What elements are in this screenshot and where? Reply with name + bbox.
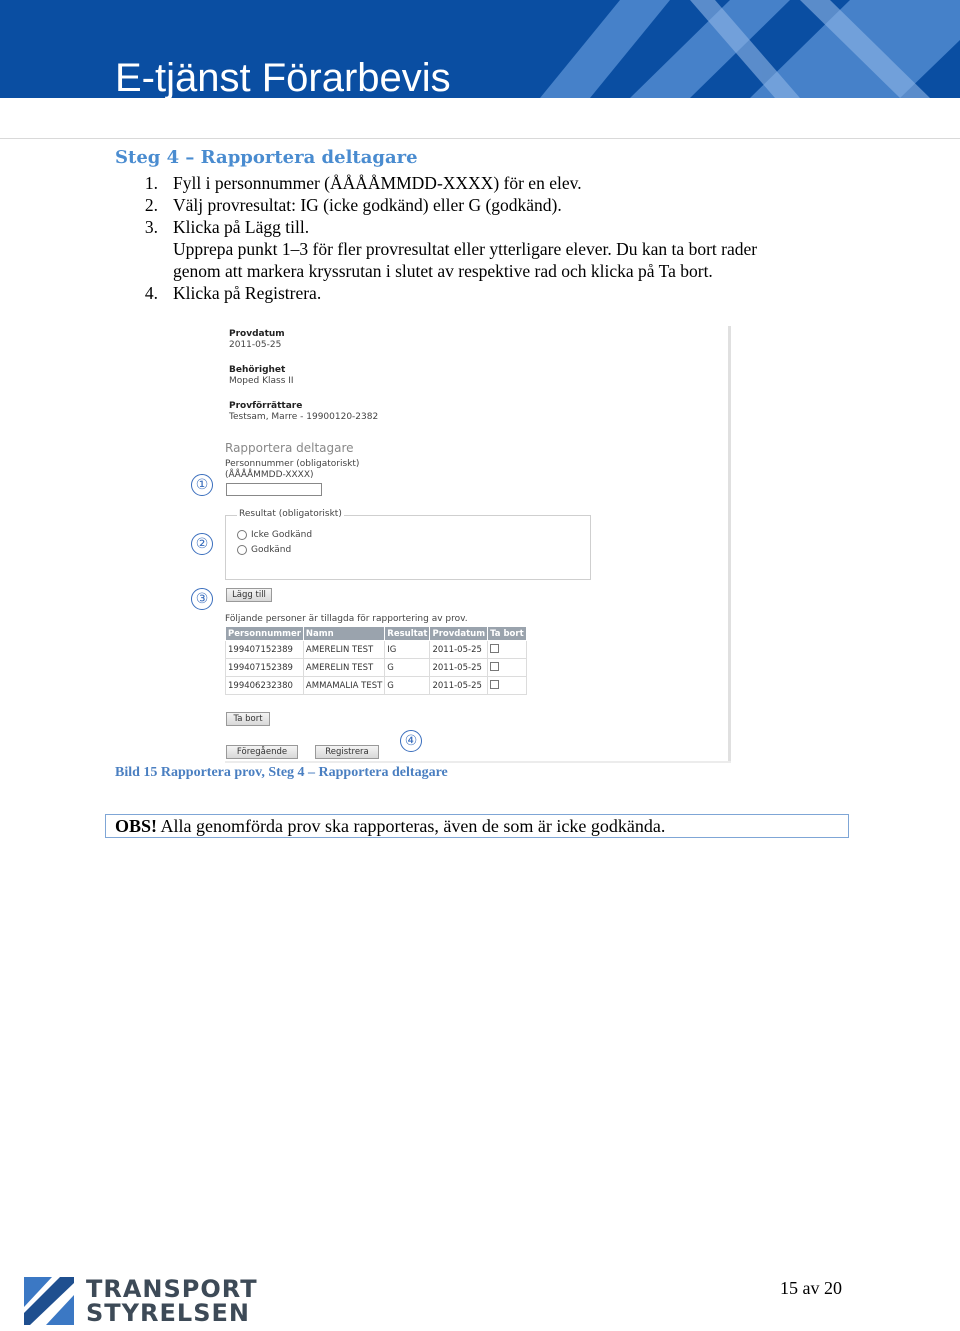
behorighet-value: Moped Klass II	[229, 376, 294, 386]
radio-icke-godkand[interactable]	[237, 530, 247, 540]
table-cell: AMMAMALIA TEST	[303, 677, 384, 695]
table-cell: AMERELIN TEST	[303, 641, 384, 659]
marker-2-icon: ②	[191, 533, 213, 555]
table-cell: 199407152389	[226, 659, 304, 677]
provdatum-value: 2011-05-25	[229, 340, 282, 350]
logo-line-1: TRANSPORT	[86, 1275, 258, 1303]
table-cell: AMERELIN TEST	[303, 659, 384, 677]
marker-1-icon: ①	[191, 474, 213, 496]
banner-decoration	[500, 0, 960, 98]
behorighet-label: Behörighet	[229, 365, 286, 375]
column-header: Personnummer	[226, 627, 304, 641]
table-row	[226, 659, 527, 677]
logo-text	[86, 1277, 258, 1325]
instruction-number: 1.	[144, 173, 158, 193]
remove-checkbox[interactable]	[490, 662, 499, 671]
table-header-row	[226, 627, 527, 641]
obs-label: OBS!	[115, 816, 158, 836]
table-cell	[488, 677, 527, 695]
obs-text: Alla genomförda prov ska rapporteras, även de som är icke godkända.	[157, 816, 666, 836]
remove-button[interactable]: Ta bort	[226, 712, 270, 726]
instruction-text: Välj provresultat: IG (icke godkänd) eller G (godkänd).	[173, 195, 562, 215]
radio-label: Godkänd	[251, 545, 292, 555]
instruction-text: Klicka på Lägg till.	[173, 217, 310, 237]
table-cell: G	[385, 677, 430, 695]
instruction-text: genom att markera kryssrutan i slutet av respektive rad och klicka på Ta bort.	[173, 261, 713, 281]
page-number: 15 av 20	[780, 1278, 842, 1298]
column-header: Namn	[303, 627, 384, 641]
table-cell: 199407152389	[226, 641, 304, 659]
marker-3-icon: ③	[191, 588, 213, 610]
table-cell	[488, 659, 527, 677]
provdatum-label: Provdatum	[229, 329, 285, 339]
table-cell: IG	[385, 641, 430, 659]
list-intro: Följande personer är tillagda för rapportering av prov.	[225, 614, 468, 624]
table-cell: 2011-05-25	[430, 659, 488, 677]
step-heading: Steg 4 – Rapportera deltagare	[115, 147, 418, 168]
header-banner	[0, 0, 960, 98]
previous-button[interactable]: Föregående	[226, 745, 298, 759]
logo-line-2: STYRELSEN	[86, 1299, 250, 1327]
transportstyrelsen-logo-icon	[24, 1277, 74, 1325]
column-header: Ta bort	[488, 627, 527, 641]
page-title: E-tjänst Förarbevis	[115, 56, 451, 98]
table-row	[226, 641, 527, 659]
participants-table	[225, 626, 527, 695]
result-legend: Resultat (obligatoriskt)	[239, 509, 342, 519]
table-cell: G	[385, 659, 430, 677]
remove-checkbox[interactable]	[490, 644, 499, 653]
instruction-number: 4.	[144, 283, 158, 303]
instruction-text: Klicka på Registrera.	[173, 283, 322, 303]
personnummer-label: Personnummer (obligatoriskt)	[225, 459, 360, 469]
table-cell: 199406232380	[226, 677, 304, 695]
instruction-number: 3.	[144, 217, 158, 237]
table-cell	[488, 641, 527, 659]
register-button[interactable]: Registrera	[315, 745, 379, 759]
result-fieldset	[225, 509, 591, 580]
column-header: Provdatum	[430, 627, 488, 641]
instruction-text: Upprepa punkt 1–3 för fler provresultat eller ytterligare elever. Du kan ta bort rader	[173, 239, 758, 259]
radio-label: Icke Godkänd	[251, 530, 313, 540]
section-heading: Rapportera deltagare	[225, 441, 354, 455]
instruction-text: Fyll i personnummer (ÅÅÅÅMMDD-XXXX) för en elev.	[173, 173, 582, 193]
marker-4-icon: ④	[400, 730, 422, 752]
obs-note	[105, 814, 849, 838]
add-button[interactable]: Lägg till	[226, 588, 272, 602]
provforrattare-value: Testsam, Marre - 19900120-2382	[229, 412, 379, 422]
header-rule	[0, 98, 960, 139]
personnummer-format: (ÅÅÅÅMMDD-XXXX)	[225, 470, 314, 480]
personnummer-input[interactable]	[226, 483, 322, 496]
remove-checkbox[interactable]	[490, 680, 499, 689]
figure-caption: Bild 15 Rapportera prov, Steg 4 – Rapportera deltagare	[115, 765, 448, 780]
table-cell: 2011-05-25	[430, 677, 488, 695]
instruction-number: 2.	[144, 195, 158, 215]
provforrattare-label: Provförrättare	[229, 401, 303, 411]
embedded-screenshot	[225, 326, 731, 762]
table-cell: 2011-05-25	[430, 641, 488, 659]
column-header: Resultat	[385, 627, 430, 641]
table-row	[226, 677, 527, 695]
radio-godkand[interactable]	[237, 545, 247, 555]
